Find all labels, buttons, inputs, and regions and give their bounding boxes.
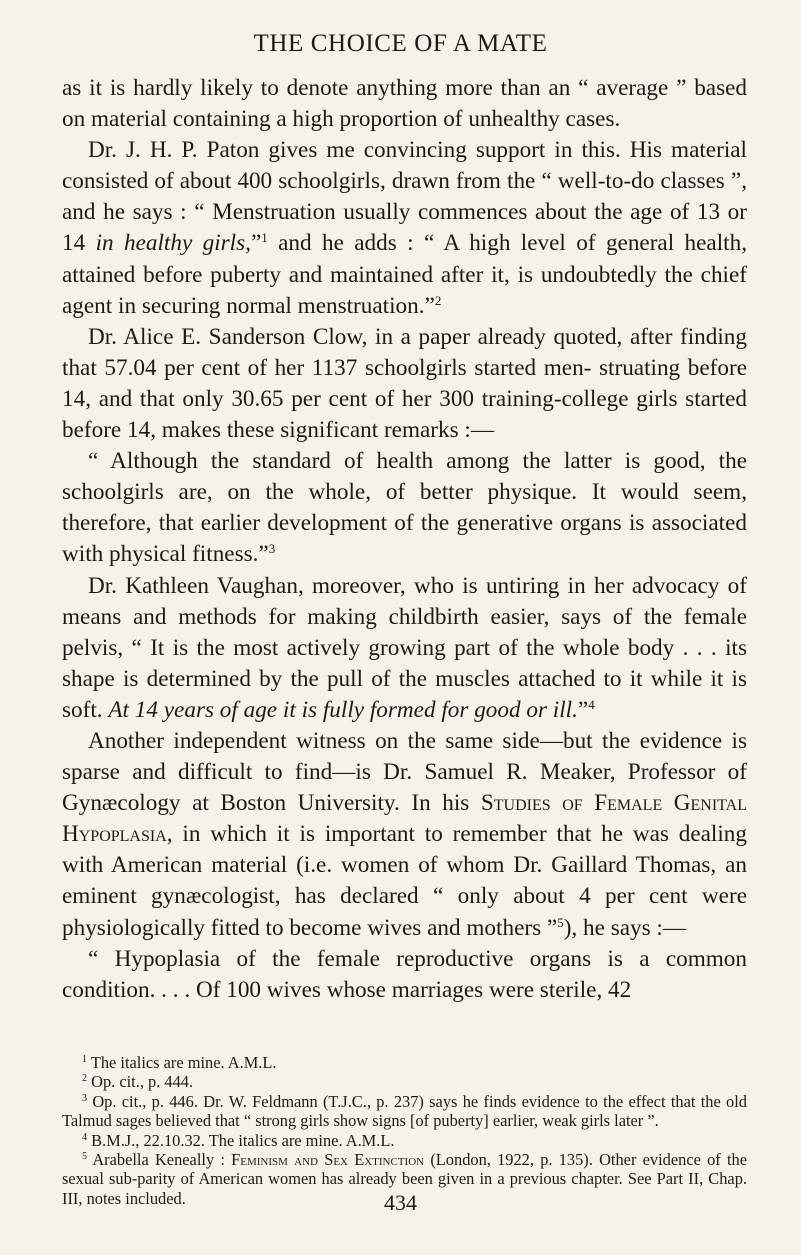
footnote-4-text: B.M.J., 22.10.32. The italics are mine. A.M.L. xyxy=(91,1130,395,1150)
meaker-text-a: Another independent witness on the same side—but the evidence is sparse and difficult to find—is Dr. Samuel R. Meaker, Professor of Gynæcology at Boston University. In his xyxy=(62,727,747,817)
paragraph-clow: Dr. Alice E. Sanderson Clow, in a paper already quoted, after finding that 57.04 per cent of her 1137 schoolgirls started men- struating before 14, and that only 30.65 per cent of her 300 training-college girls started before 14, makes these significant remarks :— xyxy=(62,323,747,444)
paragraph-vaughan xyxy=(62,571,747,726)
paton-close-quote: ” xyxy=(250,230,262,257)
footnote-2-text: Op. cit., p. 444. xyxy=(91,1072,194,1092)
paragraph-clow-quote xyxy=(62,446,747,570)
footnote-ref-4: 4 xyxy=(588,696,595,712)
paragraph-paton xyxy=(62,135,747,322)
footnote-ref-3: 3 xyxy=(268,541,276,557)
paton-italic: in healthy girls, xyxy=(95,230,251,257)
footnote-5-marker: 5 xyxy=(82,1151,87,1163)
footnote-ref-1: 1 xyxy=(261,230,268,246)
vaughan-italic: At 14 years of age it is fully formed for good or ill. xyxy=(108,696,578,723)
meaker-text-b: , in which it is important to remember that he was dealing with American material (i.e. women of whom Dr. Gaillard Thomas, an eminent gynæcologist, has declared “ only about 4 per cent were physiologically fitted to become wives and mothers ” xyxy=(62,821,747,941)
footnote-3-text: Op. cit., p. 446. Dr. W. Feldmann (T.J.C., p. 237) says he finds evidence to the effect that the old Talmud sages believed that “ strong girls show signs [of puberty] earlier, weak girls later ”. xyxy=(62,1091,747,1131)
vaughan-close-quote: ” xyxy=(577,696,589,723)
paton-text-a: Dr. J. H. P. Paton gives me convincing support in this. His material consisted of about 400 schoolgirls, drawn from the “ well-to-do classes ”, and he says : “ Menstruation usually commences about the age of 13 or 14 xyxy=(62,137,747,257)
paragraph-hypoplasia-quote: “ Hypoplasia of the female reproductive organs is a common condition. . . . Of 100 wives whose marriages were sterile, 42 xyxy=(62,945,747,1003)
footnote-5-text-a: Arabella Keneally : xyxy=(92,1150,232,1170)
meaker-book-title: Studies of Female Genital Hypoplasia xyxy=(62,790,748,848)
footnote-1 xyxy=(62,1053,747,1072)
paragraph-meaker xyxy=(62,726,747,944)
meaker-text-c: ), he says :— xyxy=(563,914,687,941)
footnote-3-marker: 3 xyxy=(82,1092,87,1104)
footnote-5-book-title: Feminism and Sex Extinction xyxy=(231,1150,425,1170)
footnote-ref-2: 2 xyxy=(434,292,442,308)
body-text xyxy=(62,73,747,1006)
footnotes xyxy=(62,1053,747,1208)
clow-quote-text: “ Although the standard of health among the latter is good, the schoolgirls are, on the whole, of better physique. It would seem, therefore, that earlier development of the generative organs is associated with physical fitness.” xyxy=(62,448,747,568)
paragraph-continuation: as it is hardly likely to denote anything more than an “ average ” based on material containing a high proportion of unhealthy cases. xyxy=(62,75,747,133)
footnote-3 xyxy=(62,1092,747,1131)
footnote-ref-5: 5 xyxy=(557,914,564,930)
paton-text-b: and he adds : “ A high level of general health, attained before puberty and maintained after it, is undoubtedly the chief agent in securing normal menstruation.” xyxy=(62,230,748,319)
footnote-4 xyxy=(62,1131,747,1150)
footnote-5-text-b: (London, 1922, p. 135). Other evidence of the sexual sub-parity of American women has already been given in a previous chapter. See Part II, Chap. III, notes included. xyxy=(62,1150,747,1208)
footnote-2 xyxy=(62,1072,747,1091)
vaughan-text: Dr. Kathleen Vaughan, moreover, who is untiring in her advocacy of means and methods for making childbirth easier, says of the female pelvis, “ It is the most actively growing part of the whole body . . . its shape is determined by the pull of the muscles attached to it while it is soft. xyxy=(62,572,747,723)
running-head: THE CHOICE OF A MATE xyxy=(253,30,548,57)
page-number: 434 xyxy=(384,1190,417,1215)
footnote-1-text: The italics are mine. A.M.L. xyxy=(90,1053,277,1072)
footnote-1-marker: 1 xyxy=(82,1054,87,1065)
footnote-2-marker: 2 xyxy=(82,1073,87,1085)
footnote-4-marker: 4 xyxy=(82,1131,87,1143)
